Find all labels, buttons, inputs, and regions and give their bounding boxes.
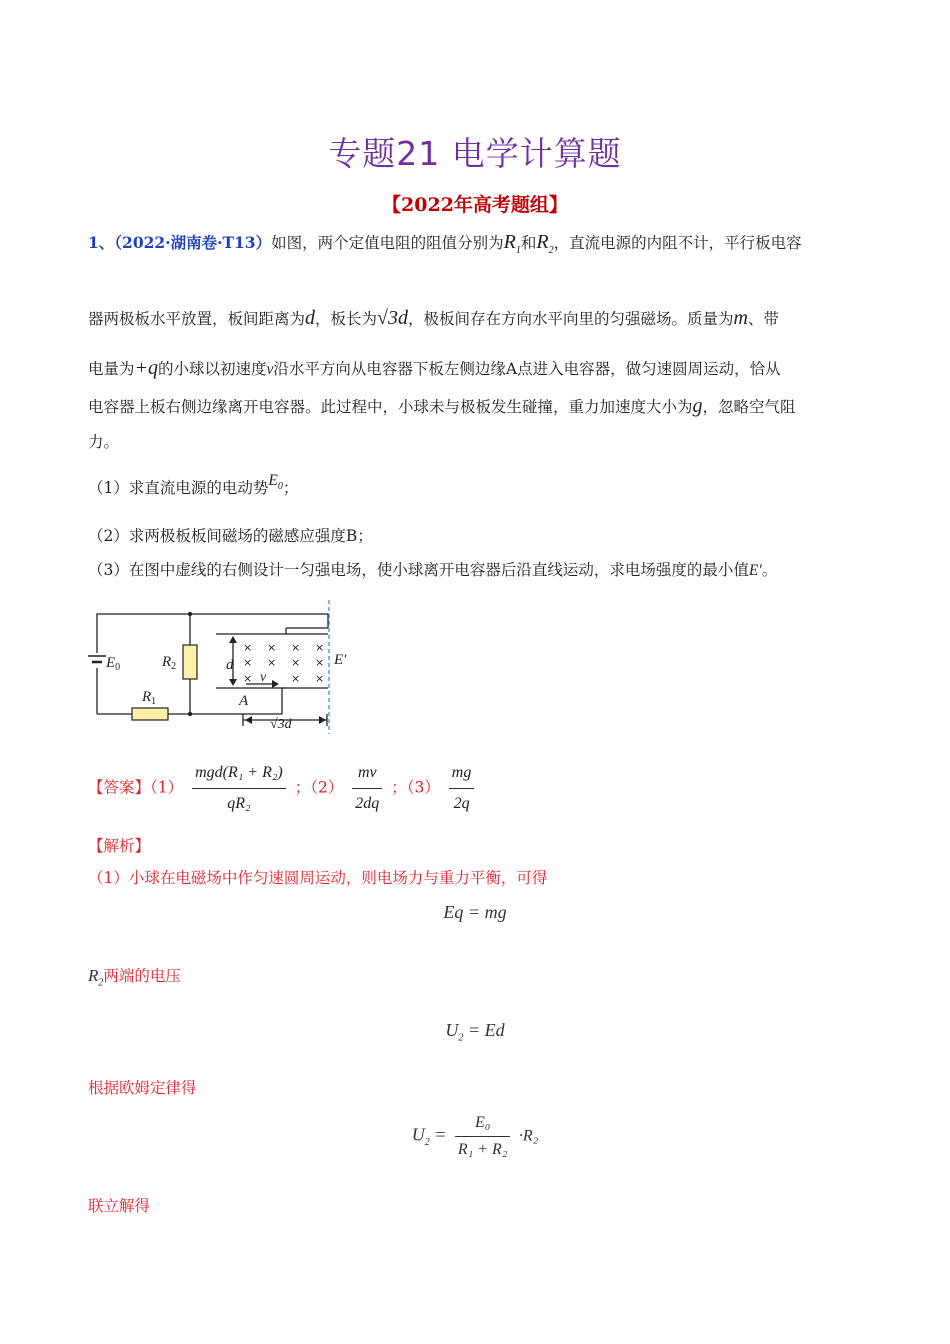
question-text: ，直流电源的内阻不计，平行板电容 <box>553 234 802 252</box>
question-text: 、带 <box>747 310 779 328</box>
question-text: ，板长为 <box>315 310 378 328</box>
equation-ohm-law: $U_2$ = $\frac{\text{E₀}}{\text{R₁ + R₂}}$ ·R₂ <box>411 1114 539 1158</box>
label-a: A <box>239 693 249 709</box>
dimension-length-arrow-left <box>245 716 252 724</box>
velocity-arrowhead <box>272 680 279 688</box>
magnetic-field-mark: × <box>315 672 325 685</box>
sub-question-3: （3）在图中虚线的右侧设计一匀强电场，使小球离开电容器后沿直线运动，求电场强度的最小值E′。 <box>88 561 778 579</box>
symbol-sqrt3d: √3d <box>377 307 409 329</box>
magnetic-field-mark: × <box>315 641 325 654</box>
magnetic-field-mark: × <box>267 656 277 669</box>
analysis-label: 【解析】 <box>88 837 151 855</box>
equation-eq-mg: Eq = mg <box>443 902 507 922</box>
symbol-g: g <box>692 395 703 417</box>
question-text: 和 <box>520 234 537 252</box>
label-d: d <box>226 657 234 673</box>
symbol-e0: $E_0$ <box>268 472 283 493</box>
symbol-q: +q <box>134 357 159 379</box>
question-text: 电容器上板右侧边缘离开电容器。此过程中，小球未与极板发生碰撞，重力加速度大小为 <box>88 398 693 416</box>
question-line-1 <box>88 232 863 261</box>
symbol-r2: $R_2$ <box>88 966 104 989</box>
magnetic-field-mark: × <box>243 656 253 669</box>
answer-part-2: （2） <box>310 778 344 797</box>
label-e-prime: E′ <box>334 652 347 668</box>
resistor-r2 <box>183 645 197 679</box>
question-number: 1、 <box>88 233 115 252</box>
equation-u2-ed: $U_2 = Ed$ <box>445 1020 505 1044</box>
label-v: v <box>260 670 267 685</box>
junction-top <box>188 612 192 616</box>
question-text: 电量为 <box>88 360 135 378</box>
question-source: （2022·湖南卷·T13） <box>114 233 272 252</box>
question-text: 的小球以初速度 <box>158 360 267 378</box>
symbol-v: v <box>266 361 274 378</box>
label-e0: $E_0$ <box>106 655 121 673</box>
dimension-d-arrow-down <box>229 679 237 686</box>
magnetic-field-mark: × <box>315 656 325 669</box>
question-line-4 <box>88 396 863 417</box>
magnetic-field-mark: × <box>243 672 253 685</box>
answer-part-3: （3） <box>406 778 440 797</box>
label-length: √3d <box>270 717 292 732</box>
page-title: 专题21 电学计算题 <box>328 134 622 173</box>
junction-bottom <box>188 712 192 716</box>
dimension-length-arrow-right <box>319 716 326 724</box>
answer-label: 【答案】 <box>88 778 151 797</box>
sub-question-2: （2）求两极板板间磁场的磁感应强度B； <box>88 527 373 545</box>
question-line-2 <box>88 308 863 329</box>
answer-part-1: （1） <box>150 778 184 797</box>
question-text: 如图，两个定值电阻的阻值分别为 <box>271 234 504 252</box>
label-r2: $R_2$ <box>162 654 177 672</box>
question-line-5: 力。 <box>88 433 120 451</box>
magnetic-field-mark: × <box>243 641 253 654</box>
sub-question-1: （1）求直流电源的电动势$E_0$； <box>88 472 299 497</box>
dimension-d-arrow-up <box>229 636 237 643</box>
analysis-step-2: $R_2$两端的电压 <box>88 966 181 989</box>
answer-line: 【答案】（1） $\frac{\text{mgd(R₁ + R₂)}}{\text{qR₂}}$ ；（2） $\frac{mv}{2dq}$ ；（3） $\frac{mg}{2q}$ <box>88 760 863 817</box>
question-line-3 <box>88 358 863 380</box>
symbol-m: m <box>733 307 748 329</box>
symbol-r1: $R_1$ <box>503 231 521 256</box>
answer-fraction-3: $\frac{mg}{2q}$ <box>449 760 475 817</box>
question-text: 沿水平方向从电容器下板左侧边缘A点进入电容器，做匀速圆周运动，恰从 <box>273 360 781 378</box>
question-text: ，忽略空气阻 <box>702 398 796 416</box>
resistor-r1 <box>132 708 168 720</box>
label-r1: $R_1$ <box>142 689 157 707</box>
section-subtitle: 【2022年高考题组】 <box>382 194 568 216</box>
analysis-step-3: 根据欧姆定律得 <box>88 1079 197 1097</box>
magnetic-field-mark: × <box>291 656 301 669</box>
question-text: 器两极板水平放置，板间距离为 <box>88 310 306 328</box>
analysis-step-1: （1）小球在电磁场中作匀速圆周运动，则电场力与重力平衡，可得 <box>88 869 548 887</box>
question-text: ，极板间存在方向水平向里的匀强磁场。质量为 <box>408 310 734 328</box>
symbol-e-prime: E′ <box>748 562 762 579</box>
wire-to-lower-plate <box>282 688 286 714</box>
symbol-r2: $R_2$ <box>536 231 554 256</box>
answer-fraction-1: $\frac{\text{mgd(R₁ + R₂)}}{\text{qR₂}}$ <box>192 760 286 817</box>
magnetic-field-mark: × <box>267 641 277 654</box>
symbol-d: d <box>305 307 316 329</box>
magnetic-field-mark: × <box>291 672 301 685</box>
circuit-diagram <box>86 598 356 738</box>
analysis-step-4: 联立解得 <box>88 1197 151 1215</box>
magnetic-field-mark: × <box>291 641 301 654</box>
answer-fraction-2: $\frac{mv}{2dq}$ <box>352 760 382 817</box>
